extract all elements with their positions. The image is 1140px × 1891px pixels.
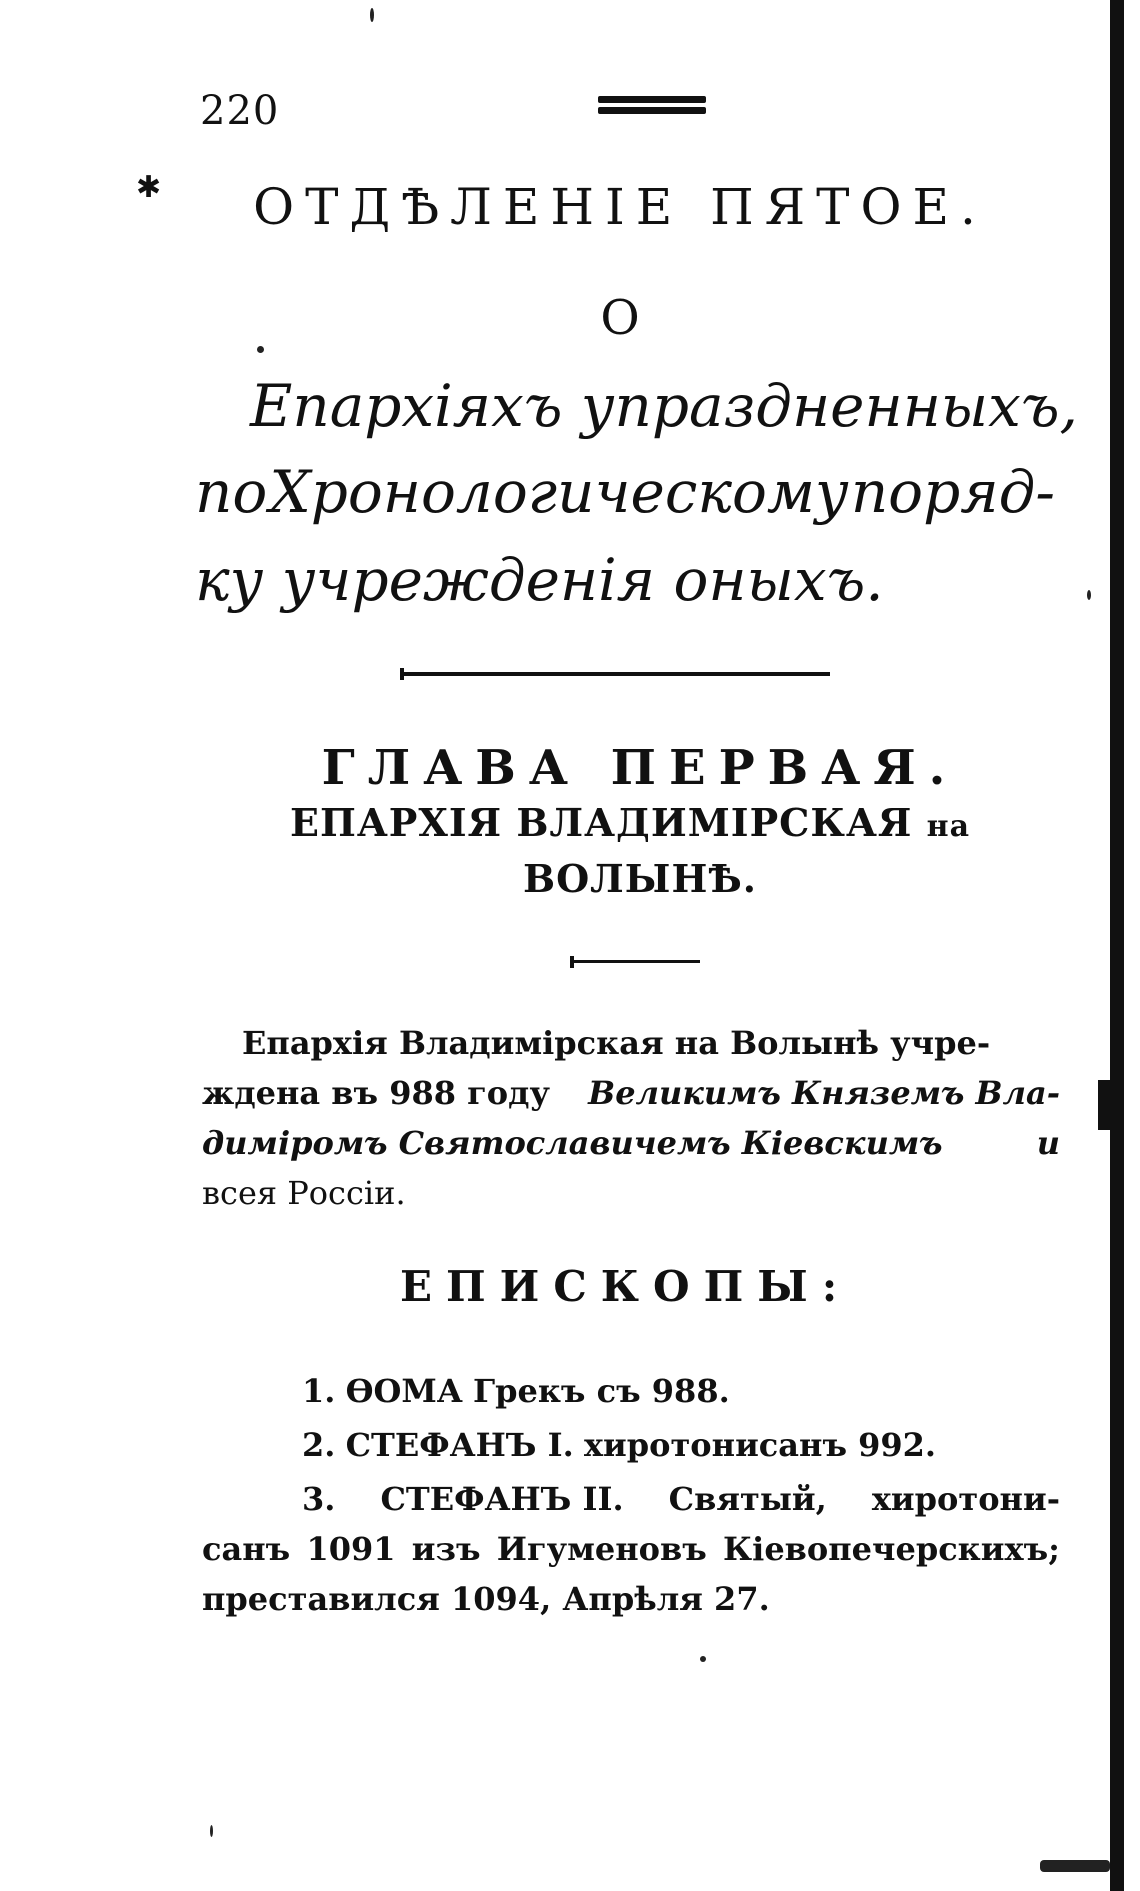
header-ornament	[598, 96, 706, 116]
bishop-details: хиротонисанъ 992.	[583, 1426, 937, 1464]
section-title: ОТДѢЛЕНІЕ ПЯТОЕ.	[253, 178, 987, 236]
chapter-subtitle-line-2: ВОЛЫНѢ.	[522, 856, 758, 901]
page-number: 220	[200, 88, 280, 134]
bishop-entry-continued	[202, 1580, 770, 1618]
bishop-word: Кiевопечерскихъ;	[723, 1530, 1060, 1568]
paragraph-italic-text: и	[1036, 1124, 1060, 1162]
section-subtitle-line-2	[195, 458, 1055, 526]
chapter-title: ГЛАВА ПЕРВАЯ.	[321, 740, 959, 796]
corner-smudge	[1040, 1860, 1110, 1872]
bishop-word: 1091	[306, 1530, 396, 1568]
bishop-word: санъ	[202, 1530, 291, 1568]
bishop-details: Грекъ съ 988.	[472, 1372, 730, 1410]
paragraph-text: ждена въ 988 году	[202, 1074, 550, 1112]
bishop-number: 1.	[302, 1372, 336, 1410]
section-divider	[400, 672, 830, 676]
star-mark-icon: ✱	[136, 170, 162, 205]
subtitle-word: Хронологическому	[269, 458, 849, 526]
bishop-name: ѲОМА	[345, 1372, 463, 1410]
margin-speck	[210, 1825, 213, 1837]
subtitle-word: поряд-	[850, 458, 1055, 526]
bishop-entry-continued	[202, 1530, 1060, 1568]
chapter-divider	[570, 960, 700, 963]
margin-speck	[700, 1656, 706, 1662]
margin-speck	[1087, 590, 1091, 600]
bishop-word: Святый,	[668, 1480, 827, 1518]
bishop-word: хиротони-	[871, 1480, 1060, 1518]
bishop-name: СТЕФАНЪ I.	[345, 1426, 574, 1464]
bishop-word: изъ	[411, 1530, 481, 1568]
margin-speck	[370, 8, 374, 22]
chapter-subtitle-main: ЕПАРХІЯ ВЛАДИМІРСКАЯ	[290, 800, 913, 845]
bishop-word: Игуменовъ	[496, 1530, 707, 1568]
chapter-subtitle-small: на	[926, 809, 971, 844]
paragraph-italic-text: димiромъ Святославичемъ Кiевскимъ	[202, 1124, 943, 1162]
bishop-name: СТЕФАНЪ II.	[380, 1480, 624, 1518]
margin-speck	[257, 346, 264, 353]
paragraph-line-3	[202, 1124, 1060, 1162]
paragraph-line-4: всея Россiи.	[202, 1174, 406, 1212]
bishop-number: 3.	[302, 1480, 336, 1518]
bishop-death-note: преставился 1094, Апрѣля 27.	[202, 1580, 770, 1618]
bishop-entry	[302, 1372, 730, 1410]
chapter-subtitle-line-1	[290, 800, 1050, 845]
subtitle-word: по	[195, 458, 268, 526]
scan-edge-notch	[1098, 1080, 1114, 1130]
bishop-number: 2.	[302, 1426, 336, 1464]
paragraph-line-2	[202, 1074, 1060, 1112]
bishop-entry	[302, 1480, 1060, 1518]
paragraph-italic-text: Великимъ Княземъ Вла-	[588, 1074, 1060, 1112]
scan-page-edge	[1110, 0, 1124, 1891]
section-subtitle-line-3: ку учрежденія оныхъ.	[195, 546, 884, 614]
bishops-heading: ЕПИСКОПЫ:	[400, 1262, 852, 1311]
section-preposition: О	[600, 290, 640, 346]
bishop-entry	[302, 1426, 936, 1464]
section-subtitle-line-1: Епархіяхъ упраздненныхъ,	[250, 372, 1078, 440]
paragraph-line-1: Епархія Владимірская на Волынѣ учре-	[242, 1024, 991, 1062]
